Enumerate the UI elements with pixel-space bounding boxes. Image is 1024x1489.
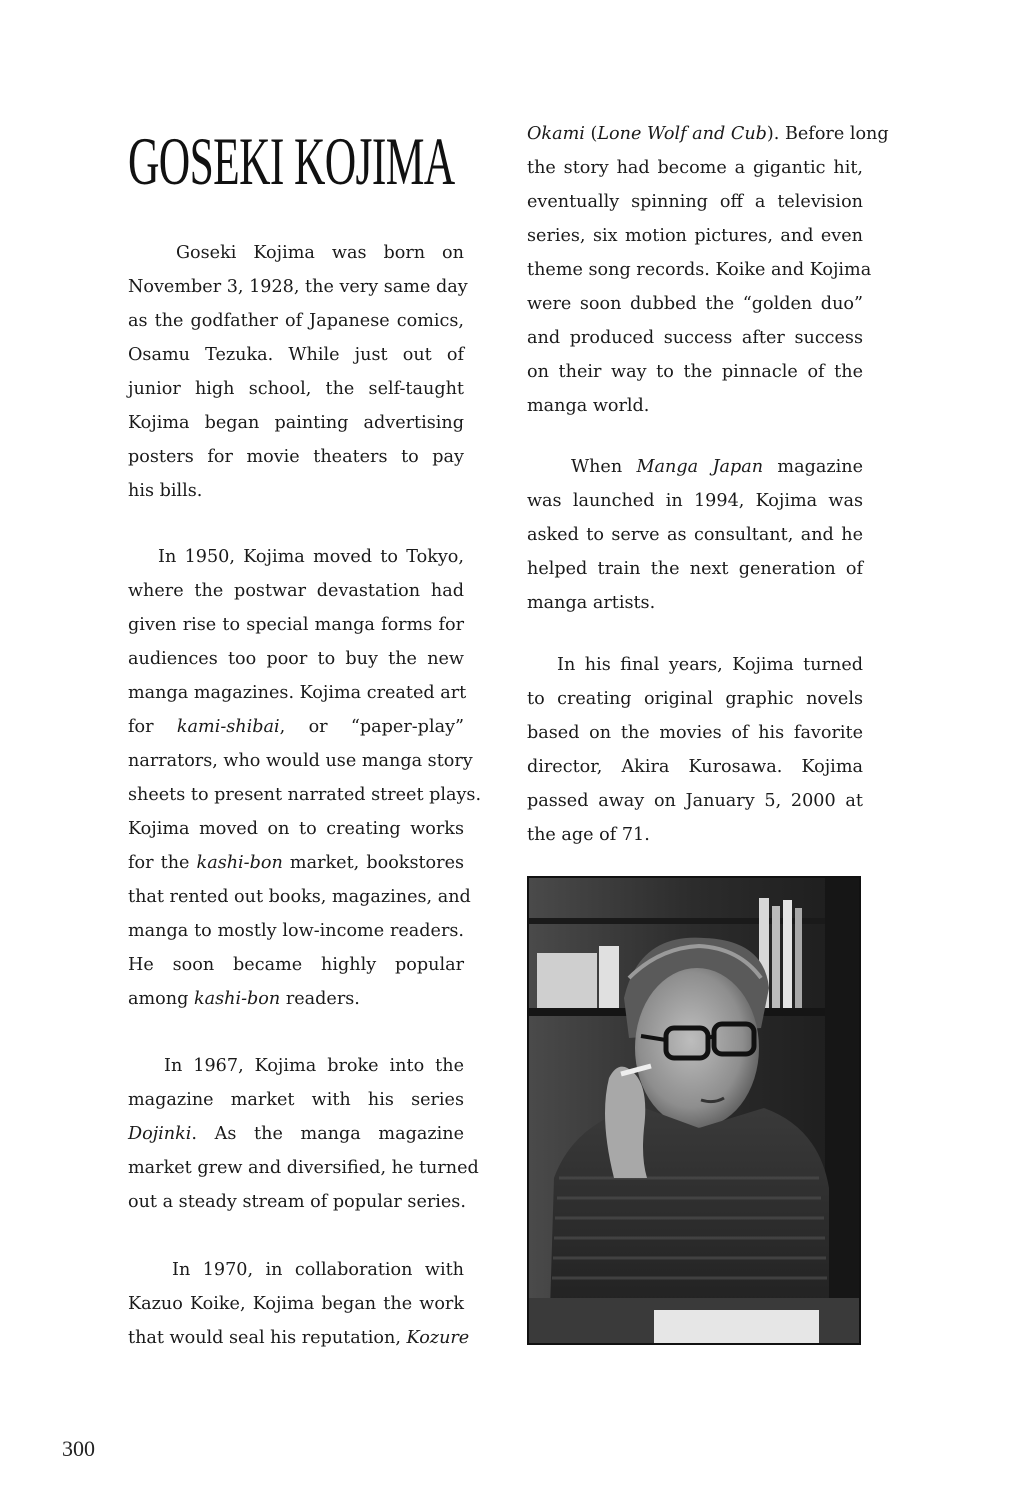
text-line: that rented out books, magazines, and — [128, 887, 471, 907]
text-line: as the godfather of Japanese comics, — [128, 311, 464, 331]
right-column-paragraph — [527, 117, 889, 423]
text-line: for kami-shibai, or “paper-play” — [128, 717, 464, 737]
text-line: narrators, who would use manga story — [128, 751, 473, 771]
text-line: were soon dubbed the “golden duo” — [527, 294, 863, 314]
text-line: passed away on January 5, 2000 at — [527, 791, 863, 811]
text-line: manga to mostly low-income readers. — [128, 921, 464, 941]
text-line: the age of 71. — [527, 825, 650, 845]
text-line: In 1970, in collaboration with — [172, 1260, 464, 1280]
text-line: Kazuo Koike, Kojima began the work — [128, 1294, 464, 1314]
text-line: and produced success after success — [527, 328, 863, 348]
text-line: based on the movies of his favorite — [527, 723, 863, 743]
text-line: audiences too poor to buy the new — [128, 649, 464, 669]
text-line: Kojima moved on to creating works — [128, 819, 464, 839]
text-line: among kashi-bon readers. — [128, 989, 360, 1009]
text-line: helped train the next generation of — [527, 559, 863, 579]
text-line: theme song records. Koike and Kojima — [527, 260, 872, 280]
right-column-paragraph — [527, 450, 863, 620]
text-line: magazine market with his series — [128, 1090, 464, 1110]
text-line: Osamu Tezuka. While just out of — [128, 345, 464, 365]
text-line: November 3, 1928, the very same day — [128, 277, 468, 297]
left-column-paragraph — [128, 236, 468, 508]
text-line: Goseki Kojima was born on — [176, 243, 464, 263]
text-line: When Manga Japan magazine — [571, 457, 863, 477]
text-line: In 1950, Kojima moved to Tokyo, — [158, 547, 464, 567]
text-line: his bills. — [128, 481, 203, 501]
page-number: 300 — [62, 1436, 95, 1461]
text-line: manga magazines. Kojima created art — [128, 683, 467, 703]
page-title: GOSEKI KOJIMA — [128, 123, 455, 199]
text-line: manga artists. — [527, 593, 656, 613]
text-line: asked to serve as consultant, and he — [527, 525, 863, 545]
text-line: out a steady stream of popular series. — [128, 1192, 466, 1212]
text-line: sheets to present narrated street plays. — [128, 785, 482, 805]
text-line: was launched in 1994, Kojima was — [527, 491, 863, 511]
portrait-illustration — [529, 878, 859, 1343]
text-line: that would seal his reputation, Kozure — [128, 1328, 470, 1348]
text-line: series, six motion pictures, and even — [527, 226, 863, 246]
text-line: director, Akira Kurosawa. Kojima — [527, 757, 863, 777]
text-line: In his final years, Kojima turned — [557, 655, 863, 675]
text-line: posters for movie theaters to pay — [128, 447, 464, 467]
left-column-paragraph — [128, 540, 482, 1016]
text-line: Okami (Lone Wolf and Cub). Before long — [527, 124, 889, 144]
text-line: manga world. — [527, 396, 650, 416]
text-line: market grew and diversified, he turned — [128, 1158, 479, 1178]
portrait-photo — [527, 876, 861, 1345]
text-line: Dojinki. As the manga magazine — [128, 1124, 464, 1144]
text-line: where the postwar devastation had — [128, 581, 464, 601]
text-line: junior high school, the self-taught — [128, 379, 464, 399]
text-line: He soon became highly popular — [128, 955, 464, 975]
text-line: eventually spinning off a television — [527, 192, 863, 212]
left-column-paragraph — [128, 1049, 479, 1219]
text-line: In 1967, Kojima broke into the — [164, 1056, 464, 1076]
text-line: given rise to special manga forms for — [128, 615, 464, 635]
text-line: to creating original graphic novels — [527, 689, 863, 709]
left-column-paragraph — [128, 1253, 470, 1355]
text-line: the story had become a gigantic hit, — [527, 158, 863, 178]
text-line: on their way to the pinnacle of the — [527, 362, 863, 382]
text-line: for the kashi-bon market, bookstores — [128, 853, 465, 873]
right-column-paragraph — [527, 648, 863, 852]
text-line: Kojima began painting advertising — [128, 413, 464, 433]
